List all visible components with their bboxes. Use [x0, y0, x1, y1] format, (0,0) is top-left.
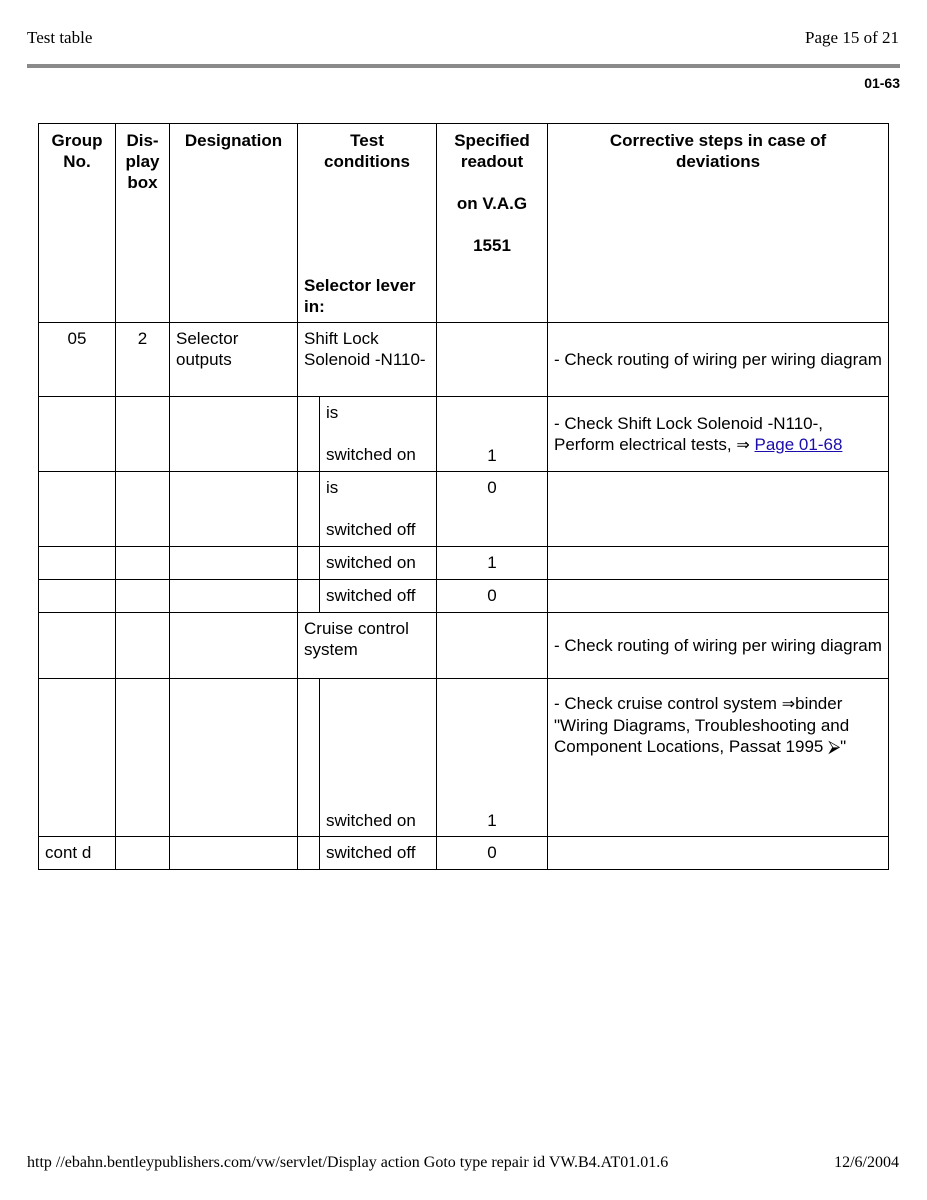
- cell-indent: [298, 472, 320, 547]
- header-text: play: [125, 152, 160, 171]
- cell-display: [116, 837, 170, 870]
- cell-group: 05: [39, 323, 116, 397]
- test-text: switched off: [326, 520, 416, 539]
- page-header-title: Test table: [27, 28, 93, 47]
- cell-spec: 1: [437, 397, 548, 472]
- header-text: Group: [51, 131, 103, 150]
- cell-test: [320, 397, 437, 472]
- cell-spec: [437, 323, 548, 397]
- cell-designation: [170, 679, 298, 837]
- cell-test: switched off: [320, 580, 437, 613]
- corrective-text: - Check Shift Lock Solenoid -N110-, Perform electrical tests,: [554, 413, 823, 454]
- page-link[interactable]: Page 01-68: [754, 434, 843, 454]
- cell-corrective: [548, 679, 889, 837]
- page-footer: [27, 1154, 899, 1172]
- pointer-arrow-icon: ⮚: [828, 737, 841, 756]
- cell-display: [116, 472, 170, 547]
- header-text: No.: [63, 152, 91, 171]
- footer-date: 12/6/2004: [834, 1154, 899, 1171]
- cell-corrective: [548, 837, 889, 870]
- header-divider: [27, 64, 900, 68]
- corrective-text: binder "Wiring Diagrams, Troubleshooting and Component Locations, Passat 1995: [554, 694, 850, 756]
- header-text: box: [127, 173, 158, 192]
- header-test-conditions: [298, 124, 437, 323]
- cell-test: switched off: [320, 837, 437, 870]
- cell-indent: [298, 679, 320, 837]
- cell-display: 2: [116, 323, 170, 397]
- table-row: [39, 613, 889, 679]
- arrow-right-icon: ⇒: [736, 436, 750, 454]
- table-row: [39, 837, 889, 870]
- cell-designation: [170, 580, 298, 613]
- header-designation: Designation: [170, 124, 298, 323]
- cell-spec: 1: [437, 547, 548, 580]
- cell-group: [39, 679, 116, 837]
- table-header-row: [39, 124, 889, 323]
- test-text: is: [326, 403, 339, 422]
- cell-display: [116, 547, 170, 580]
- cell-indent: [298, 580, 320, 613]
- table-row: [39, 323, 889, 397]
- header-text: 1551: [473, 236, 511, 255]
- cell-spec: [437, 613, 548, 679]
- cell-group: [39, 613, 116, 679]
- table-row: [39, 397, 889, 472]
- header-text: Selector lever in:: [304, 276, 416, 316]
- header-text: Corrective steps in case of: [609, 131, 827, 150]
- corrective-text: - Check cruise control system: [554, 694, 777, 713]
- cell-test: switched on: [320, 547, 437, 580]
- cell-display: [116, 580, 170, 613]
- cell-indent: [298, 837, 320, 870]
- cell-group: cont d: [39, 837, 116, 870]
- cell-designation: [170, 837, 298, 870]
- table-row: [39, 679, 889, 837]
- cell-test: switched on: [320, 679, 437, 837]
- cell-spec: 0: [437, 837, 548, 870]
- test-text: switched on: [326, 445, 416, 464]
- cell-corrective: [548, 397, 889, 472]
- cell-display: [116, 397, 170, 472]
- cell-corrective: [548, 547, 889, 580]
- cell-test: Cruise control system: [298, 613, 437, 679]
- header-display-box: [116, 124, 170, 323]
- cell-spec: 0: [437, 580, 548, 613]
- cell-designation: [170, 613, 298, 679]
- header-text: Test: [350, 131, 384, 150]
- header-text: Specified: [454, 131, 530, 150]
- header-text: conditions: [324, 152, 410, 171]
- corrective-text: ": [840, 737, 847, 756]
- cell-group: [39, 472, 116, 547]
- header-specified-readout: [437, 124, 548, 323]
- document-number: 01-63: [864, 75, 900, 91]
- cell-designation: [170, 397, 298, 472]
- cell-designation: Selector outputs: [170, 323, 298, 397]
- cell-designation: [170, 472, 298, 547]
- cell-spec: 1: [437, 679, 548, 837]
- page-number: Page 15 of 21: [805, 28, 899, 47]
- cell-group: [39, 580, 116, 613]
- cell-display: [116, 679, 170, 837]
- cell-designation: [170, 547, 298, 580]
- table-row: [39, 547, 889, 580]
- cell-corrective: - Check routing of wiring per wiring diagram: [548, 613, 889, 679]
- footer-url: http //ebahn.bentleypublishers.com/vw/servlet/Display action Goto type repair id VW.B4.AT01.01.6: [27, 1154, 669, 1171]
- cell-corrective: [548, 472, 889, 547]
- header-corrective-steps: [548, 124, 889, 323]
- header-text: Dis-: [126, 131, 159, 150]
- cell-test: Shift Lock Solenoid -N110-: [298, 323, 437, 397]
- header-text: readout: [460, 152, 524, 171]
- table-row: [39, 472, 889, 547]
- table-row: [39, 580, 889, 613]
- cell-indent: [298, 547, 320, 580]
- cell-spec: 0: [437, 472, 548, 547]
- cell-corrective: [548, 580, 889, 613]
- header-text: deviations: [675, 152, 761, 171]
- header-text: on V.A.G: [456, 194, 528, 213]
- cell-corrective: - Check routing of wiring per wiring diagram: [548, 323, 889, 397]
- cell-group: [39, 547, 116, 580]
- arrow-right-icon: ⇒: [781, 696, 796, 713]
- header-group-no: [39, 124, 116, 323]
- cell-test: [320, 472, 437, 547]
- cell-indent: [298, 397, 320, 472]
- cell-group: [39, 397, 116, 472]
- test-text: is: [326, 478, 339, 497]
- test-table: [38, 123, 889, 870]
- cell-display: [116, 613, 170, 679]
